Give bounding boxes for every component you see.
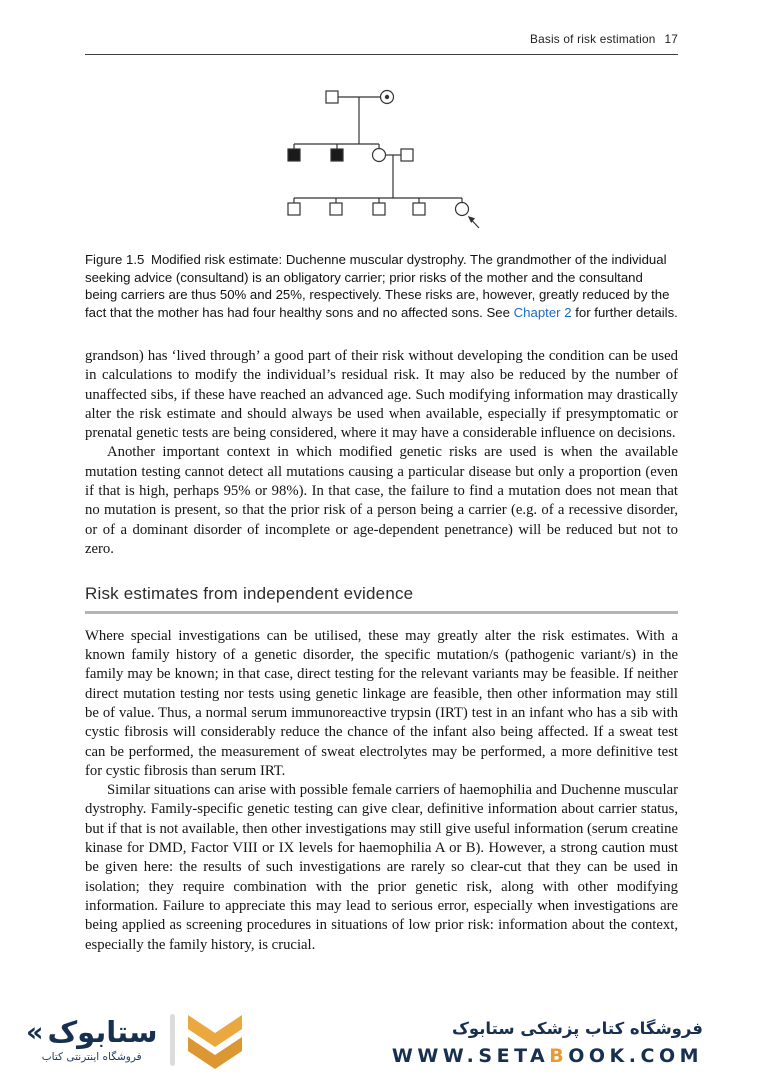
body-text [85, 347, 678, 955]
paragraph-4: Similar situations can arise with possible female carriers of haemophilia and Duchenne muscular dystrophy. Family-specific genetic testing can give clear, definitive information about carrier status, but if that is not available, then other investigations may still give useful information (serum creatine kinase for DMD, Factor VIII or IX levels for haemophilia A or B). However, a strong caution must be given here: the results of such investigations are rarely so clear-cut that they can be used in isolation; they require combination with the prior genetic risk, along with other modifying information. Failure to appreciate this may lead to serious error, especially when investigations are being applied as screening procedures in situations of low prior risk: information about the context, especially the family history, is crucial. [85, 782, 678, 953]
running-head-title: Basis of risk estimation [530, 32, 656, 46]
paragraph-1: grandson) has ‘lived through’ a good part of their risk without developing the condition can be used in calculations to modify the individual’s residual risk. It may also be reduced by the number of unaffected sibs, if these have reached an advanced age. Such modifying information may drastically alter the risk estimate and should always be used when available, especially if presymptomatic or prenatal genetic tests are being considered, where it may have a considerable influence on decisions. [85, 348, 678, 442]
url-segment-accent: B [549, 1045, 569, 1067]
consultand-arrow-shaft [472, 221, 479, 229]
logo-wordmark: ستابوک [47, 1014, 158, 1049]
header-rule [85, 54, 678, 55]
pedigree-figure [85, 85, 678, 238]
logo-chevron-icon: « [26, 1016, 44, 1048]
footer-banner [0, 997, 761, 1079]
son-1-symbol [288, 203, 300, 215]
caption-text-before: Figure 1.5 Modified risk estimate: Duchenne muscular dystrophy. The grandmother of the individual seeking advice (consultand) is an obligatory carrier; prior risks of the mother and the consultand being carriers are thus 50% and 25%, respectively. These risks are, however, greatly reduced by the fact that the mother has had four healthy sons and no affected sons. See [85, 252, 670, 320]
paragraph-3: Where special investigations can be utilised, these may greatly alter the risk estimates. With a known family history of a genetic disorder, the specific mutation/s (pathogenic variant/s) in the family may be known; in that case, direct testing for the relevant variants may be feasible. If neither direct mutation testing nor tests using genetic linkage are feasible, then other information may still be of value. Thus, a normal serum immunoreactive trypsin (IRT) test in an infant who has a sib with cystic fibrosis will considerably reduce the chance of the infant also being affected. If a sweat test can be performed, the measurement of sweat electrolytes may be performed, a more definitive test for cystic fibrosis than serum IRT. [85, 627, 678, 779]
consultand-symbol [455, 203, 468, 216]
son-2-symbol [330, 203, 342, 215]
pedigree-diagram [282, 85, 482, 233]
father-symbol [401, 149, 413, 161]
footer-website-url[interactable] [392, 1045, 703, 1067]
setabook-logo[interactable] [26, 1009, 242, 1071]
footer-brand-title: فروشگاه کتاب پزشکی ستابوک [452, 1019, 703, 1038]
logo-text-block [26, 1014, 158, 1064]
grandfather-symbol [326, 91, 338, 103]
page-header [85, 0, 678, 55]
son-3-symbol [373, 203, 385, 215]
url-segment-left: WWW.SETA [391, 1045, 550, 1067]
logo-subtitle: فروشگاه اینترنتی کتاب [41, 1051, 142, 1064]
son-4-symbol [413, 203, 425, 215]
affected-male-1-symbol [288, 149, 300, 161]
footer-brand-block [392, 1019, 703, 1067]
figure-caption [85, 251, 678, 321]
url-segment-right: OOK.COM [568, 1045, 703, 1067]
affected-male-2-symbol [331, 149, 343, 161]
mother-symbol [372, 149, 385, 162]
chevron-emblem-icon [188, 1009, 242, 1071]
caption-text-after: for further details. [571, 304, 678, 320]
running-head [85, 32, 678, 46]
section-heading: Risk estimates from independent evidence [85, 584, 414, 604]
footer-divider [170, 1014, 175, 1066]
page-number: 17 [664, 32, 678, 46]
paragraph-2: Another important context in which modified genetic risks are used is when the available mutation testing cannot detect all mutations causing a particular disease but only a proportion (even if that is high, perhaps 95% or 98%). In that case, the failure to find a mutation does not mean that no mutation is present, so that the prior risk of a person being a carrier (e.g. of a recessive disorder, or of a dominant disorder of incomplete or age-dependent penetrance) will be reduced but not to zero. [85, 444, 678, 557]
carrier-dot-icon [384, 95, 388, 99]
section-heading-rule [85, 611, 678, 614]
chapter-2-link[interactable]: Chapter 2 [513, 304, 572, 320]
